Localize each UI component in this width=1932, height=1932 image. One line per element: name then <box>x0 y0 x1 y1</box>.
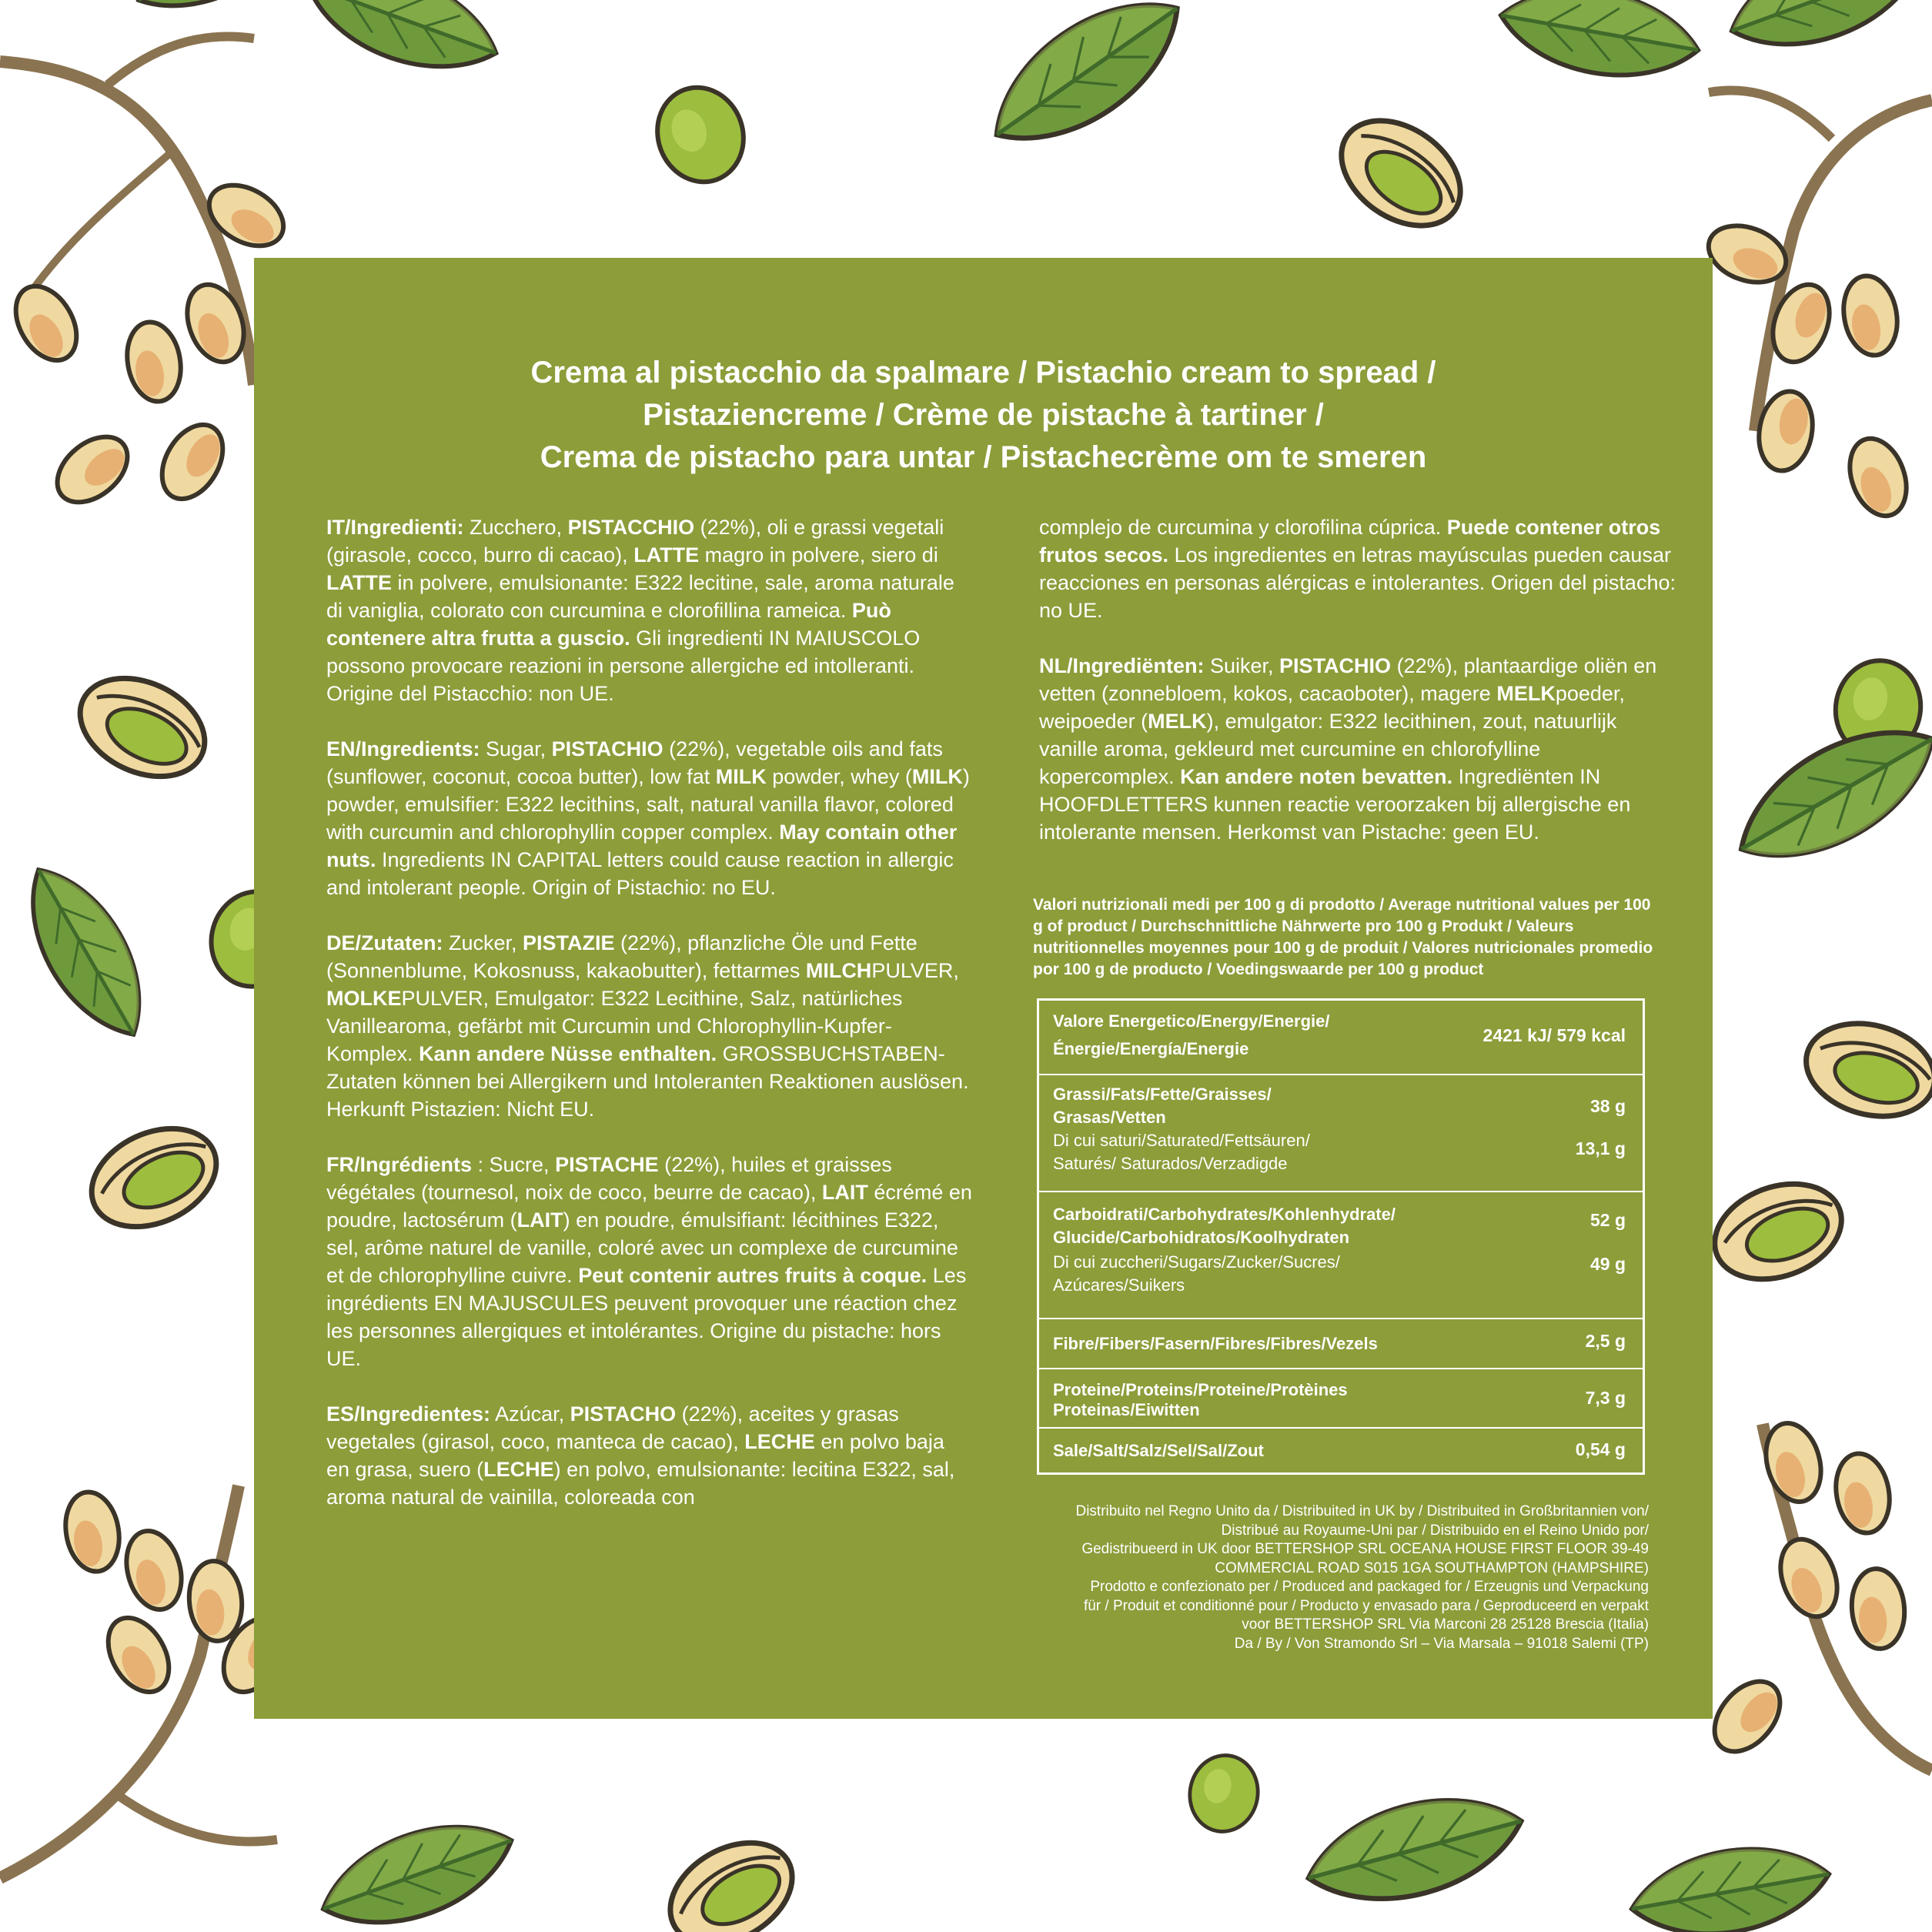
bold-text-run: PISTAZIE <box>523 931 615 954</box>
bold-text-run: Può contenere altra frutta a guscio. <box>326 599 891 650</box>
bold-text-run: PISTACHE <box>555 1153 659 1176</box>
ingredients-es <box>326 1400 973 1511</box>
distribution-line: Distribuito nel Regno Unito da / Distribuited in UK by / Distribuited in Großbritannien von/ <box>1075 1503 1649 1519</box>
bold-text-run: PISTACCHIO <box>567 516 695 539</box>
distribution-line: Distribué au Royaume-Uni par / Distribuido en el Reino Unido por/ <box>1221 1522 1649 1539</box>
bold-text-run: DE/Zutaten: <box>326 931 443 954</box>
bold-text-run: LECHE <box>483 1458 554 1481</box>
text-run: powder, whey ( <box>766 765 912 788</box>
text-run: magro in polvere, siero di <box>699 543 938 567</box>
energy-label-1: Valore Energetico/Energy/Energie/ <box>1053 1011 1330 1031</box>
bold-text-run: EN/Ingredients: <box>326 737 480 760</box>
bold-text-run: Kann andere Nüsse enthalten. <box>419 1042 717 1065</box>
bold-text-run: LAIT <box>516 1208 563 1232</box>
distribution-line: für / Produit et conditionné pour / Producto y envasado para / Geproduceerd en verpakt <box>1083 1597 1649 1614</box>
distribution-info <box>924 1502 1649 1653</box>
bold-text-run: LECHE <box>744 1430 815 1453</box>
saturated-label-2: Saturés/ Saturados/Verzadigde <box>1053 1154 1288 1173</box>
bold-text-run: May contain other nuts. <box>326 821 958 871</box>
ingredients-right-column <box>1039 513 1678 874</box>
title-line: Pistaziencreme / Crème de pistache à tartiner / <box>643 398 1324 432</box>
ingredients-en <box>326 735 973 901</box>
bold-text-run: NL/Ingrediënten: <box>1039 654 1205 677</box>
text-run: Gli ingredienti IN MAIUSCOLO possono provocare reazioni in persone allergiche ed intolleranti. Origine del Pistacchio: non UE. <box>326 627 921 705</box>
saturated-value: 13,1 g <box>1575 1138 1626 1158</box>
text-run: (22%), pflanzliche Öle und Fette (Sonnenblume, Kokosnuss, kakaobutter), fettarmes <box>326 931 918 982</box>
bold-text-run: Kan andere noten bevatten. <box>1180 765 1453 788</box>
distribution-line: Prodotto e confezionato per / Produced and packaged for / Erzeugnis und Verpackung <box>1090 1579 1649 1595</box>
text-run: (22%), oli e grassi vegetali (girasole, cocco, burro di cacao), <box>326 516 944 567</box>
nutrition-row-salt <box>1039 1429 1643 1473</box>
salt-label: Sale/Salt/Salz/Sel/Sal/Zout <box>1053 1441 1264 1460</box>
fibre-value: 2,5 g <box>1585 1331 1626 1351</box>
title-line: Crema de pistacho para untar / Pistachecrème om te smeren <box>540 440 1427 474</box>
bold-text-run: MOLKE <box>326 987 402 1010</box>
bold-text-run: ES/Ingredientes: <box>326 1402 491 1426</box>
carb-value: 52 g <box>1589 1210 1626 1230</box>
text-run: GROSSBUCHSTABEN-Zutaten können bei Allergikern und Intoleranten Reaktionen auslösen. Herkunft Pistazien: Nicht EU. <box>326 1042 969 1121</box>
text-run: (22%), vegetable oils and fats (sunflower, coconut, cocoa butter), low fat <box>326 737 943 788</box>
text-run: : Sucre, <box>472 1153 556 1176</box>
text-run: ) en polvo, emulsionante: lecitina E322, sal, aroma natural de vainilla, coloreada con <box>326 1458 955 1509</box>
bold-text-run: MILK <box>911 765 963 788</box>
saturated-label-1: Di cui saturi/Saturated/Fettsäuren/ <box>1053 1131 1310 1150</box>
bold-text-run: PISTACHO <box>570 1402 677 1426</box>
carb-label-2: Glucide/Carbohidratos/Koolhydraten <box>1053 1228 1350 1247</box>
protein-label-2: Proteinas/Eiwitten <box>1053 1400 1200 1419</box>
distribution-line: voor BETTERSHOP SRL Via Marconi 28 25128 Brescia (Italia) <box>1242 1616 1649 1633</box>
sugar-label-2: Azúcares/Suikers <box>1053 1275 1185 1295</box>
text-run: (22%), huiles et graisses végétales (tournesol, noix de coco, beurre de cacao), <box>326 1153 892 1204</box>
ingredients-fr <box>326 1151 973 1372</box>
bold-text-run: MELK <box>1148 710 1207 733</box>
bold-text-run: MELK <box>1496 682 1556 705</box>
text-run: Sugar, <box>480 737 552 760</box>
text-run: poeder, weipoeder ( <box>1039 682 1625 733</box>
fibre-label: Fibre/Fibers/Fasern/Fibres/Fibres/Vezels <box>1053 1334 1378 1353</box>
bold-text-run: PISTACHIO <box>1279 654 1392 677</box>
text-run: Los ingredientes en letras mayúsculas pueden causar reacciones en personas alérgicas e intolerantes. Origen del pistacho: no UE. <box>1039 543 1676 622</box>
text-run: (22%), plantaardige oliën en vetten (zonnebloem, kokos, cacaoboter), magere <box>1039 654 1657 705</box>
bold-text-run: FR/Ingrédients <box>326 1153 473 1176</box>
text-run: Suiker, <box>1204 654 1280 677</box>
bold-text-run: LAIT <box>821 1181 868 1204</box>
protein-value: 7,3 g <box>1585 1388 1626 1408</box>
nutrition-row-fibre <box>1039 1319 1643 1369</box>
bold-text-run: MILCH <box>805 959 872 982</box>
bold-text-run: MILK <box>715 765 767 788</box>
protein-label-1: Proteine/Proteins/Proteine/Protèines <box>1053 1380 1348 1399</box>
ingredients-nl <box>1039 652 1678 846</box>
text-run: Ingredients IN CAPITAL letters could cause reaction in allergic and intolerant people. Origin of Pistachio: no EU. <box>326 848 954 899</box>
nutrition-row-carbohydrates <box>1039 1192 1643 1319</box>
sugar-value: 49 g <box>1589 1254 1626 1274</box>
ingredients-de <box>326 929 973 1123</box>
text-run: PULVER, <box>871 959 959 982</box>
nutrition-row-fat <box>1039 1075 1643 1192</box>
distribution-line: Gedistribueerd in UK door BETTERSHOP SRL OCEANA HOUSE FIRST FLOOR 39-49 <box>1081 1541 1649 1557</box>
text-run: ) en poudre, émulsifiant: lécithines E322, sel, arôme naturel de vanille, coloré avec un complexe de curcumine et de chlorophylline cuivre. <box>326 1208 958 1287</box>
text-run: écrémé en poudre, lactosérum ( <box>326 1181 972 1232</box>
nutrition-intro: Valori nutrizionali medi per 100 g di prodotto / Average nutritional values per 100 g of product / Durchschnittliche Nährwerte pro 100 g Produkt / Valeurs nutritionnelles moyennes pour 100 g de produit / Valores nutricionales promedio por 100 g de producto / Voedingswaarde per 100 g product <box>1033 896 1653 978</box>
bold-text-run: Puede contener otros frutos secos. <box>1039 516 1661 567</box>
ingredients-es-continued <box>1039 513 1678 624</box>
text-run: Ingrediënten IN HOOFDLETTERS kunnen reactie veroorzaken bij allergische en intolerante mensen. Herkomst van Pistache: geen EU. <box>1039 765 1631 844</box>
nutrition-row-energy <box>1039 1001 1643 1075</box>
fat-value: 38 g <box>1589 1096 1626 1116</box>
text-run: Zucchero, <box>463 516 568 539</box>
label-panel <box>254 258 1713 1719</box>
fat-label-2: Grasas/Vetten <box>1053 1108 1166 1127</box>
distribution-line: Da / By / Von Stramondo Srl – Via Marsala – 91018 Salemi (TP) <box>1234 1635 1649 1652</box>
title-line: Crema al pistacchio da spalmare / Pistachio cream to spread / <box>530 356 1436 389</box>
bold-text-run: LATTE <box>633 543 700 567</box>
carb-label-1: Carboidrati/Carbohydrates/Kohlenhydrate/ <box>1053 1205 1396 1224</box>
text-run: Les ingrédients EN MAJUSCULES peuvent provoquer une réaction chez les personnes allergiques et intolérantes. Origine du pistache: hors UE. <box>326 1264 967 1370</box>
salt-value: 0,54 g <box>1575 1439 1626 1459</box>
text-run: en polvo baja en grasa, suero ( <box>326 1430 944 1481</box>
fat-label-1: Grassi/Fats/Fette/Graisses/ <box>1053 1085 1272 1104</box>
text-run: PULVER, Emulgator: E322 Lecithine, Salz, natürliches Vanillearoma, gefärbt mit Curcumin und Chlorophyllin-Kupfer-Komplex. <box>326 987 903 1065</box>
product-title <box>254 352 1713 479</box>
bold-text-run: Peut contenir autres fruits à coque. <box>578 1264 928 1287</box>
text-run: in polvere, emulsionante: E322 lecitine, sale, aroma naturale di vaniglia, colorato con curcumina e clorofillina rameica. <box>326 571 954 622</box>
ingredients-left-column <box>326 513 973 1539</box>
energy-value: 2421 kJ/ 579 kcal <box>1482 1025 1626 1045</box>
nutrition-row-protein <box>1039 1369 1643 1429</box>
text-run: ) powder, emulsifier: E322 lecithins, salt, natural vanilla flavor, colored with curcumin and chlorophyllin copper complex. <box>326 765 970 844</box>
bold-text-run: LATTE <box>326 571 392 594</box>
ingredients-it <box>326 513 973 707</box>
text-run: Azúcar, <box>490 1402 570 1426</box>
energy-label-2: Énergie/Energía/Energie <box>1053 1039 1249 1058</box>
bold-text-run: PISTACHIO <box>551 737 663 760</box>
bold-text-run: IT/Ingredienti: <box>326 516 464 539</box>
text-run: Zucker, <box>443 931 523 954</box>
distribution-line: COMMERCIAL ROAD S015 1GA SOUTHAMPTON (HAMPSHIRE) <box>1215 1559 1649 1576</box>
nutrition-table <box>1037 998 1645 1475</box>
sugar-label-1: Di cui zuccheri/Sugars/Zucker/Sucres/ <box>1053 1252 1340 1272</box>
text-run: (22%), aceites y grasas vegetales (girasol, coco, manteca de cacao), <box>326 1402 899 1453</box>
text-run: complejo de curcumina y clorofilina cúprica. <box>1039 516 1447 539</box>
text-run: ), emulgator: E322 lecithinen, zout, natuurlijk vanille aroma, gekleurd met curcumine en chlorofylline kopercomplex. <box>1039 710 1617 788</box>
